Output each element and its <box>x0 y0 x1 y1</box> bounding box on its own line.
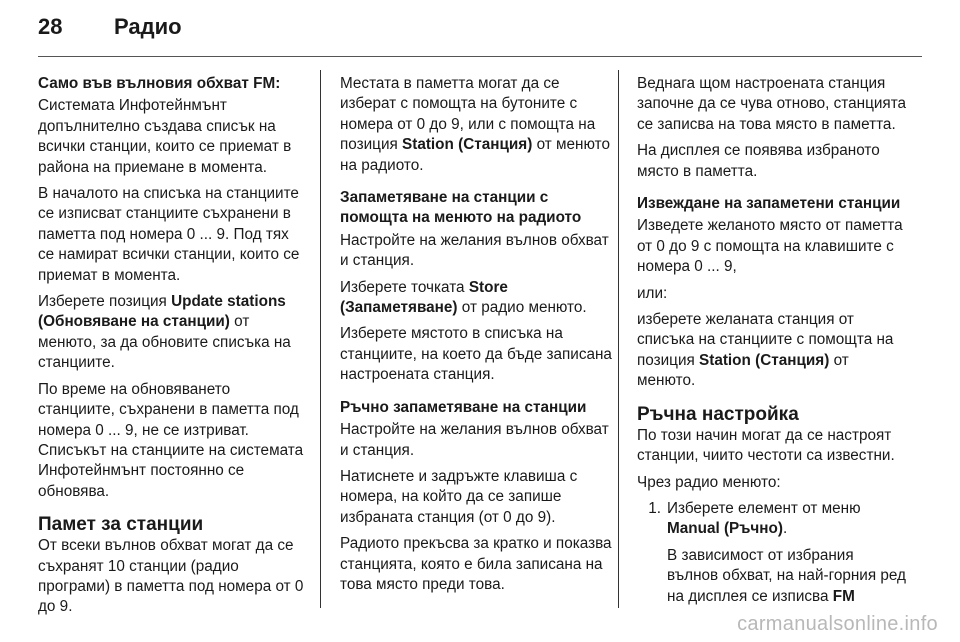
heading-manual-save: Ръчно запаметяване на станции <box>340 398 587 416</box>
list-text <box>667 499 907 540</box>
paragraph: Изберете мястото в списъка на станциите, на което да бъде записана настроената станция. <box>340 325 612 384</box>
text: Изберете точката <box>340 278 469 296</box>
paragraph <box>637 310 907 392</box>
paragraph: Радиото прекъсва за кратко и показва станцията, която е била записана на това място преди това. <box>340 535 612 593</box>
heading-save-via-menu: Запаметяване на станции с помощта на менюто на радиото <box>340 189 582 227</box>
paragraph: Системата Инфотейнмънт допълнително създава списък на всички станции, които се приемат в района на приемане в момента. <box>38 97 292 176</box>
band-reference: FM <box>832 587 855 605</box>
paragraph: или: <box>637 284 668 302</box>
paragraph: По време на обновяването станциите, съхранени в паметта под номера 0 ... 9, не се изтриват. Списъкът на станциите на системата Инфотейнмънт постоянно се обновява. <box>38 380 304 500</box>
paragraph: На дисплея се появява избраното място в паметта. <box>637 142 880 180</box>
paragraph: В началото на списъка на станциите се изписват станциите съхранени в паметта под номера 0 ... 9. Под тях се намират всички станции, които се приемат в момента. <box>38 185 300 284</box>
menu-item-reference: Station (Станция) <box>699 351 830 369</box>
menu-item-reference: Manual (Ръчно) <box>667 520 783 538</box>
page-number: 28 <box>38 14 63 39</box>
menu-item-reference: Update stations (Обновяване на станции) <box>38 293 286 331</box>
list-number: 1. <box>648 499 661 517</box>
text: от радио менюто. <box>457 299 587 317</box>
text: от менюто. <box>637 351 849 390</box>
section-heading-station-memory: Памет за станции <box>38 514 204 536</box>
text: изберете желаната станция от списъка на станциите с помощта на позиция <box>637 311 894 369</box>
text: Местата в паметта могат да се изберат с помощта на бутоните с номера от 0 до 9, или с помощта на позиция <box>340 75 596 154</box>
text: . <box>782 520 788 538</box>
column-1 <box>38 74 308 624</box>
heading-fm-only: Само във вълновия обхват FM: <box>38 75 281 92</box>
text: от менюто на радиото. <box>340 136 610 174</box>
list-item <box>637 499 907 540</box>
paragraph <box>340 74 612 176</box>
page-header <box>38 14 182 48</box>
menu-item-reference: Station (Станция) <box>402 136 533 154</box>
column-2 <box>340 74 612 601</box>
paragraph: От всеки вълнов обхват могат да се съхранят 10 станции (радио програми) в паметта под номера от 0 до 9. <box>38 537 304 616</box>
page-title: Радио <box>114 14 182 39</box>
column-divider-1 <box>320 70 321 608</box>
paragraph <box>38 292 308 374</box>
column-3 <box>637 74 907 613</box>
section-heading-manual-tuning: Ръчна настройка <box>637 403 799 425</box>
paragraph: Веднага щом настроената станция започне да се чува отново, станцията се записва на това място в паметта. <box>637 75 907 133</box>
text: от менюто, за да обновите списъка на станциите. <box>38 313 291 372</box>
column-divider-2 <box>618 70 619 608</box>
menu-item-reference: Store (Запаметяване) <box>340 278 508 317</box>
paragraph: Натиснете и задръжте клавиша с номера, на който да се запише избраната станция (от 0 до 9). <box>340 467 578 526</box>
paragraph: Чрез радио менюто: <box>637 473 781 491</box>
watermark: carmanualsonline.info <box>737 613 938 635</box>
paragraph: Настройте на желания вълнов обхват и станция. <box>340 231 609 270</box>
list-continuation <box>637 546 907 607</box>
text: Изберете елемент от меню <box>667 499 861 517</box>
text: Изберете позиция <box>38 293 172 311</box>
text: В зависимост от избрания вълнов обхват, на най-горния ред на дисплея се изписва <box>667 546 906 605</box>
header-divider <box>38 56 922 57</box>
paragraph: Изведете желаното място от паметта от 0 до 9 с помощта на клавишите с номера 0 ... 9, <box>637 217 903 276</box>
paragraph: По този начин могат да се настроят станции, чиито честоти са известни. <box>637 426 895 465</box>
heading-recall-stations: Извеждане на запаметени станции <box>637 195 901 213</box>
paragraph: Настройте на желания вълнов обхват и станция. <box>340 421 609 459</box>
paragraph <box>340 278 612 319</box>
